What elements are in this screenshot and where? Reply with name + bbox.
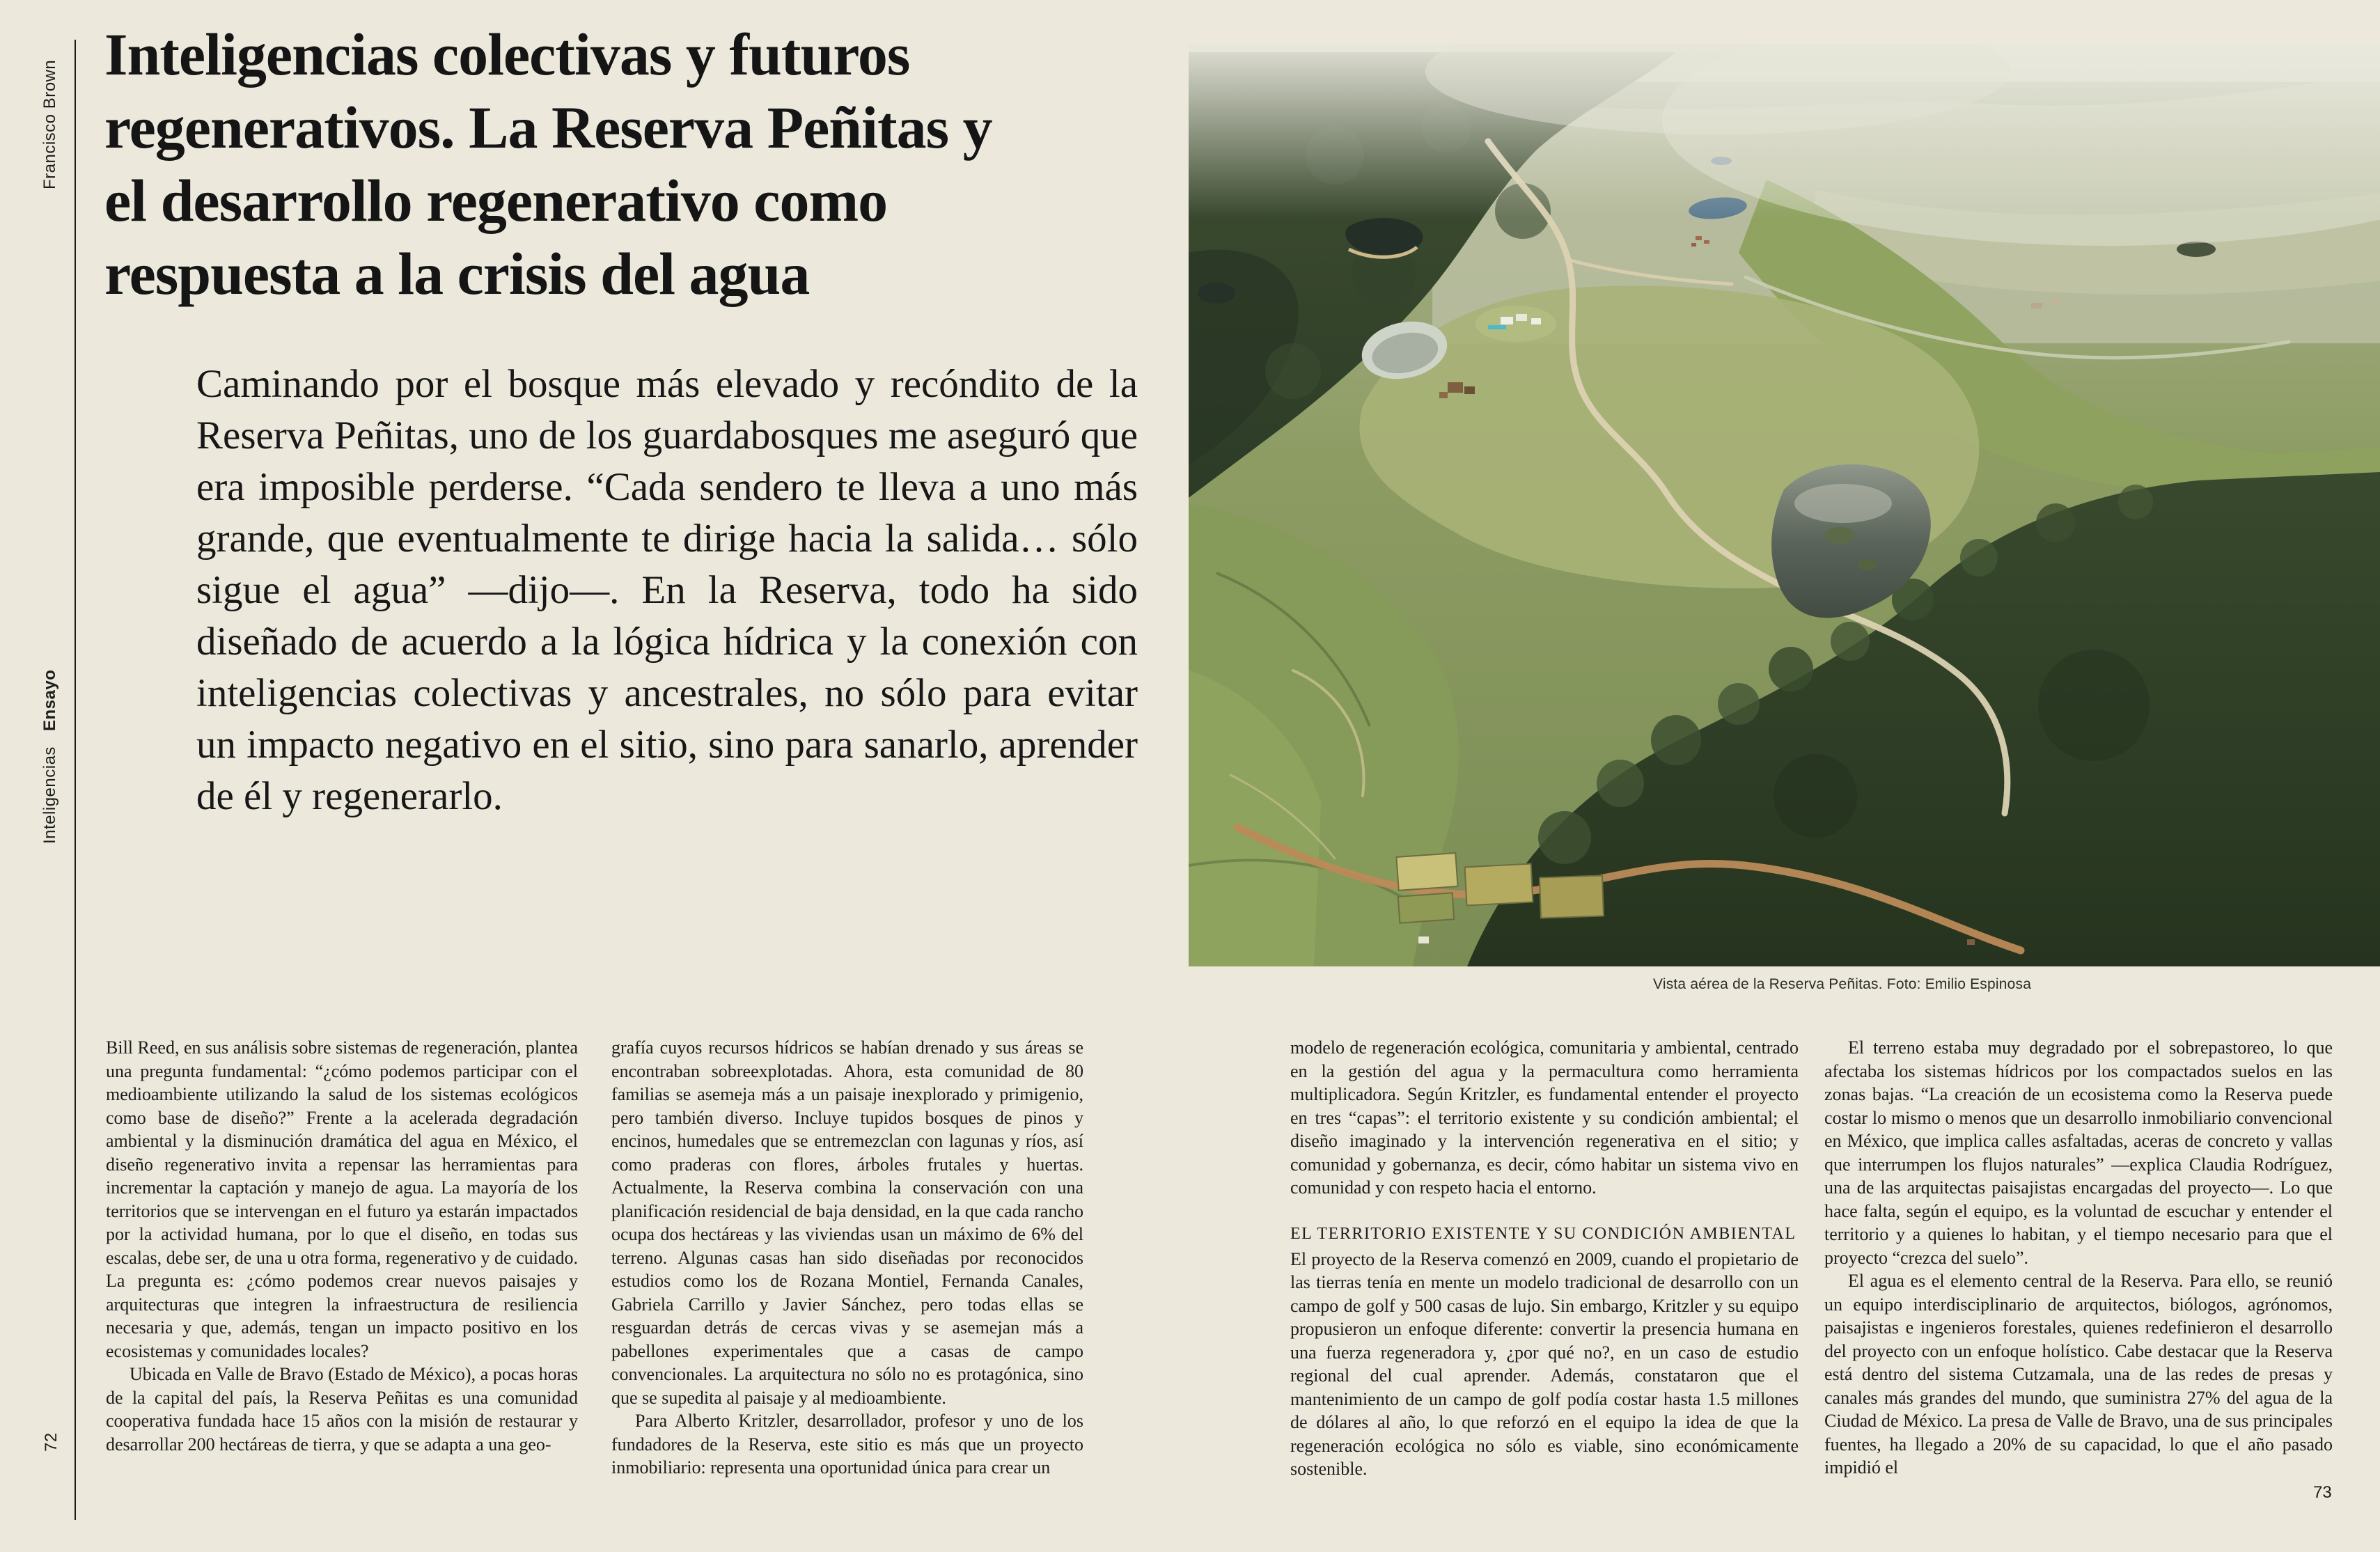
photo-mist [1189,44,2380,246]
series-vertical-label: Inteligencias [40,746,59,844]
article-title-line: respuesta a la crisis del agua [104,240,810,307]
aerial-photo-illustration [1189,44,2380,966]
body-paragraph: Bill Reed, en sus análisis sobre sistemas de regeneración, plantea una pregunta fundamental: “¿cómo podemos participar con el medioambiente utilizando la salud de los sistemas ecológicos como base de diseño?” Frente a la acelerada degradación ambiental y la disminución dramática del agua en México, el diseño regenerativo invita a repensar las herramientas para incrementar la captación y manejo de agua. La mayoría de los territorios que se intervengan en el futuro ya estarán impactados por la actividad humana, por lo que el diseño, en todas sus escalas, debe ser, de una u otra forma, regenerativo y de cuidado. La pregunta es: ¿cómo podemos crear nuevos paisajes y arquitecturas que integren la infraestructura de resiliencia necesaria y que, además, tengan un impacto positivo en los ecosistemas y comunidades locales? [106,1037,578,1361]
article-title-line: Inteligencias colectivas y futuros [104,21,910,88]
left-page-number: 72 [42,1432,61,1452]
body-paragraph: Ubicada en Valle de Bravo (Estado de México), a pocas horas de la capital del país, la Reserva Peñitas es una comunidad cooperativa fundada hace 15 años con la misión de restaurar y desarrollar 200 hectáreas de tierra, y que se adapta a una geo- [106,1364,578,1455]
body-paragraph: Para Alberto Kritzler, desarrollador, profesor y uno de los fundadores de la Reserva, este sitio es más que un proyecto inmobiliario: representa una oportunidad única para crear un [611,1411,1083,1477]
article-title-line: el desarrollo regenerativo como [104,167,888,234]
left-page-column-1 [106,1036,578,1456]
body-paragraph: El agua es el elemento central de la Reserva. Para ello, se reunió un equipo interdisciplinario de arquitectos, biólogos, agrónomos, paisajistas e ingenieros forestales, quienes redefinieron el desarrollo del proyecto con un enfoque holístico. Cabe destacar que la Reserva está dentro del sistema Cutzamala, una de las redes de presas y canales más grandes del mundo, que suministra 27% del agua de la Ciudad de México. La presa de Valle de Bravo, una de sus principales fuentes, ha llegado a 20% de su capacidad, lo que el año pasado impidió el [1824,1271,2333,1477]
photo-caption: Vista aérea de la Reserva Peñitas. Foto: Emilio Espinosa [1653,976,2032,992]
body-paragraph: modelo de regeneración ecológica, comunitaria y ambiental, centrado en la gestión del agua y la permacultura como herramienta multiplicadora. Según Kritzler, es fundamental entender el proyecto en tres “capas”: el territorio existente y su condición ambiental; el diseño imaginado y la intervención regenerativa en el sitio; y comunidad y gobernanza, es decir, cómo habitar un sistema vivo en comunidad y con respeto hacia el entorno. [1290,1037,1799,1198]
section-vertical-label: Ensayo [40,669,59,731]
article-title-line: regenerativos. La Reserva Peñitas y [104,94,992,161]
right-page-number: 73 [2313,1483,2332,1502]
photo-small-pond [1198,283,1235,304]
body-paragraph: grafía cuyos recursos hídricos se habían drenado y sus áreas se encontraban sobreexplotadas. Ahora, esta comunidad de 80 familias se asemeja más a un paisaje inexplorado y primigenio, pero también diverso. Incluye tupidos bosques de pinos y encinos, humedales que se entremezclan con lagunas y ríos, así como praderas con flores, árboles frutales y huertas. Actualmente, la Reserva combina la conservación con una planificación residencial de baja densidad, en la que cada rancho ocupa dos hectáreas y las viviendas usan un máximo de 6% del terreno. Algunas casas han sido diseñadas por reconocidos estudios como los de Rozana Montiel, Fernanda Canales, Gabriela Carrillo y Javier Sánchez, pero todas ellas se resguardan detrás de cercas vivas y se asemejan más a pabellones experimentales que a casas de campo convencionales. La arquitectura no sólo no es protagónica, sino que se supedita al paisaje y al medioambiente. [611,1037,1083,1408]
article-title [104,18,992,311]
aerial-photo [1189,44,2380,966]
section-heading: EL TERRITORIO EXISTENTE Y SU CONDICIÓN AMBIENTAL [1290,1224,1796,1243]
rail-divider-line [75,40,76,1520]
body-paragraph: El proyecto de la Reserva comenzó en 2009, cuando el propietario de las tierras tenía en mente un modelo tradicional de desarrollo con un campo de golf y 500 casas de lujo. Sin embargo, Kritzler y su equipo propusieron un enfoque diferente: convertir la presencia humana en una fuerza regeneradora y, ¿por qué no?, en un caso de estudio regional del cual aprender. Además, constataron que el mantenimiento de un campo de golf podía costar hasta 1.5 millones de dólares al año, lo que reforzó en el equipo la idea de que la regeneración ecológica no sólo es viable, sino económicamente sostenible. [1290,1248,1799,1479]
author-vertical-label: Francisco Brown [40,59,59,189]
body-paragraph: El terreno estaba muy degradado por el sobrepastoreo, lo que afectaba los sistemas hídricos por los compactados suelos en las zonas bajas. “La creación de un ecosistema como la Reserva puede costar lo mismo o menos que un desarrollo inmobiliario convencional en México, que implica calles asfaltadas, aceras de concreto y vallas que interrumpen los flujos naturales” —explica Claudia Rodríguez, una de las arquitectas paisajistas encargadas del proyecto—. Lo que hace falta, según el equipo, es la voluntad de escuchar y entender el territorio y a quienes lo habitan, y el tiempo necesario para que el proyecto “crezca del suelo”. [1824,1037,2333,1268]
right-page-column-1 [1290,1036,1799,1481]
article-intro: Caminando por el bosque más elevado y recóndito de la Reserva Peñitas, uno de los guardabosques me aseguró que era imposible perderse. “Cada sendero te lleva a uno más grande, que eventualmente te dirige hacia la salida… sólo sigue el agua” —dijo—. En la Reserva, todo ha sido diseñado de acuerdo a la lógica hídrica y la conexión con inteligencias colectivas y ancestrales, no sólo para evitar un impacto negativo en el sitio, sino para sanarlo, aprender de él y regenerarlo. [196,362,1138,818]
right-page-column-2 [1824,1036,2333,1480]
left-page-column-2 [611,1036,1083,1480]
